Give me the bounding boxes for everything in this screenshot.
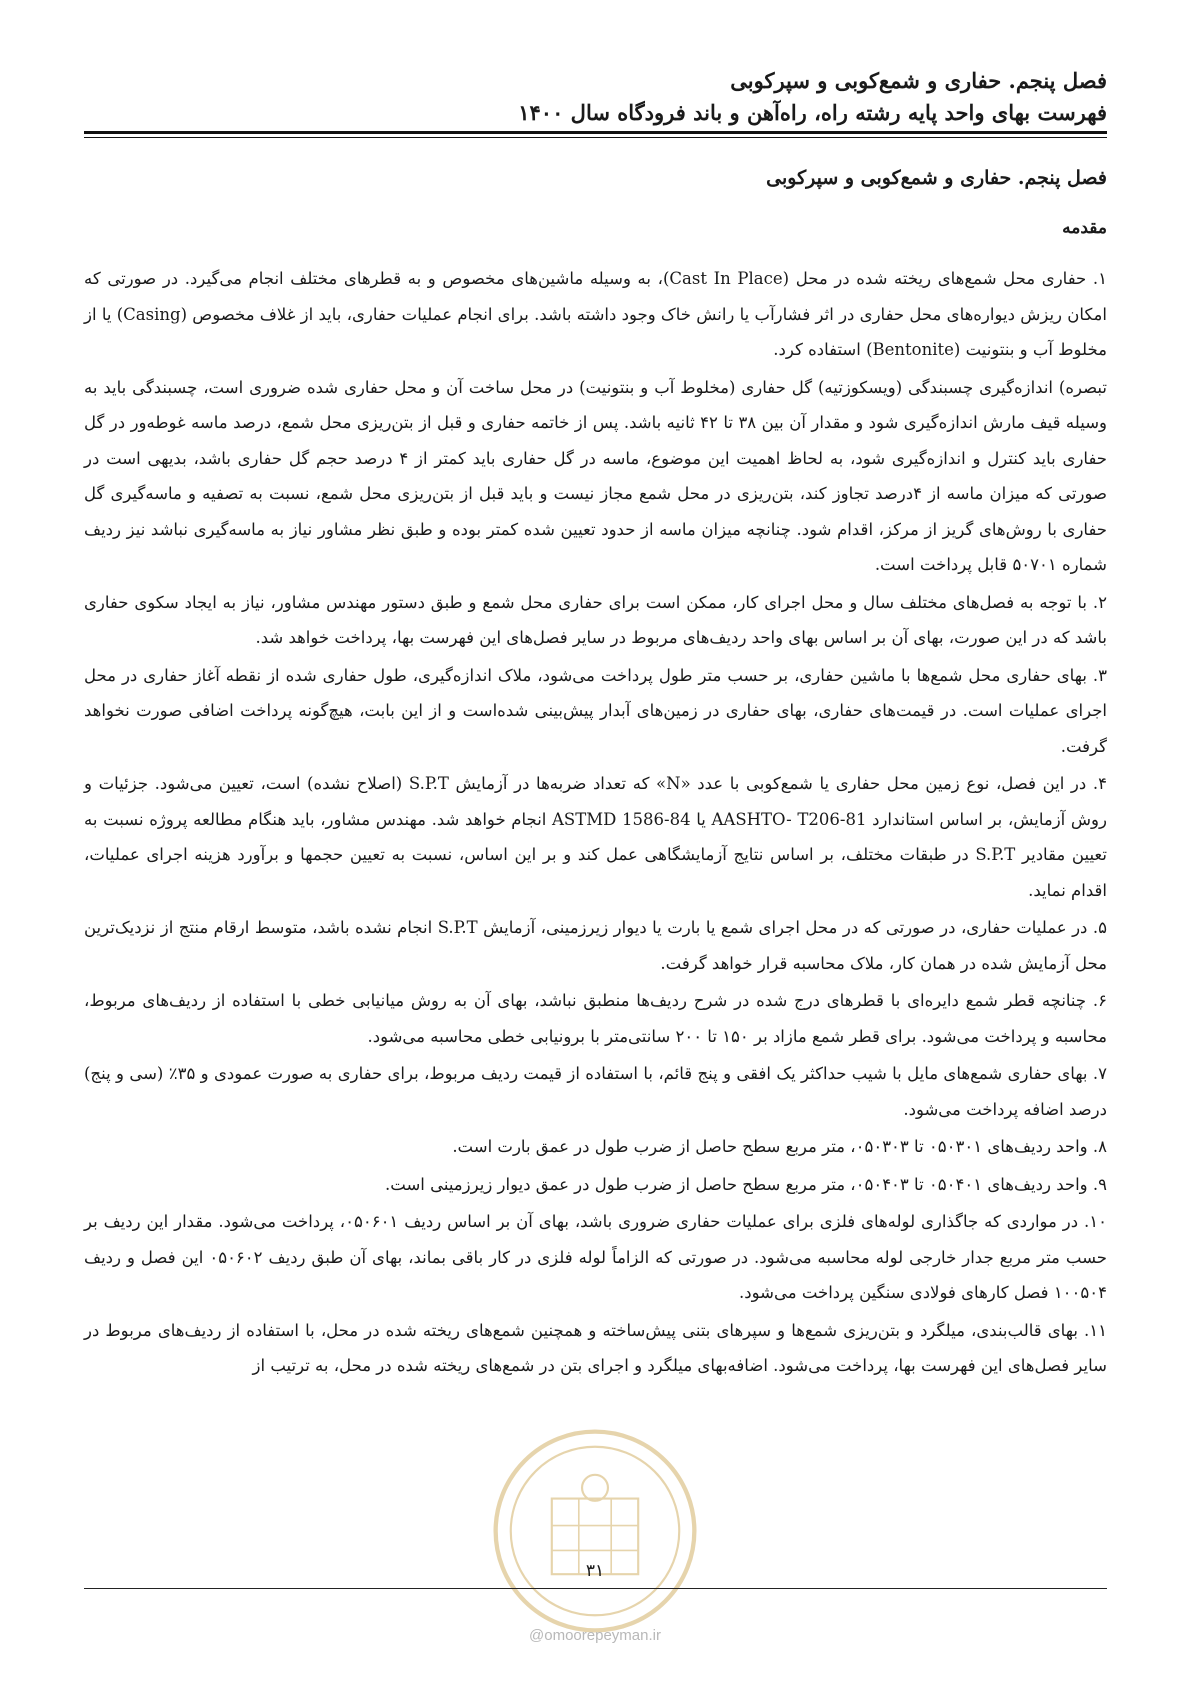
paragraph-note: تبصره) اندازه‌گیری چسبندگی (ویسکوزتیه) گل حفاری (مخلوط آب و بنتونیت) در محل ساخت آن و محل حفاری شده ضروری است، چسبندگی باید به وسیله قیف مارش اندازه‌گیری شود و مقدار آن بین ۳۸ تا ۴۲ ثانیه باشد. پس از خاتمه حفاری و قبل از بتن‌ریزی محل شمع، درصد ماسه غوطه‌ور در گل حفاری باید کنترل و اندازه‌گیری شود، به لحاظ اهمیت این موضوع، ماسه در گل حفاری باید کمتر از ۴ درصد حجم گل حفاری باشد، بدیهی است در صورتی که میزان ماسه از ۴درصد تجاوز کند، بتن‌ریزی در محل شمع مجاز نیست و باید قبل از بتن‌ریزی محل شمع، نسبت به تصفیه و ماسه‌گیری گل حفاری با روش‌های گریز از مرکز، اقدام شود. چنانچه میزان ماسه از حدود تعیین شده کمتر بوده و طبق نظر مشاور نیاز به ماسه‌گیری نباشد نیز ردیف شماره ۵۰۷۰۱ قابل پرداخت است.: [84, 377, 1107, 574]
paragraph-1: ۱. حفاری محل شمع‌های ریخته شده در محل (Cast In Place)، به وسیله ماشین‌های مخصوص و به قطرهای مختلف انجام می‌گیرد. در صورتی که امکان ریزش دیواره‌های محل حفاری در اثر فشارآب یا رانش خاک وجود داشته باشد. برای انجام عملیات حفاری، باید از غلاف مخصوص (Casing) یا از مخلوط آب و بنتونیت (Bentonite) استفاده کرد.: [84, 269, 1108, 359]
paragraph-8: ۸. واحد ردیف‌های ۰۵۰۳۰۱ تا ۰۵۰۳۰۳، متر مربع سطح حاصل از ضرب طول در عمق بارت است.: [452, 1137, 1107, 1156]
main-content: [84, 163, 1107, 1386]
paragraph-4: ۴. در این فصل، نوع زمین محل حفاری یا شمع‌کوبی با عدد «N» که تعداد ضربه‌ها در آزمایش S.P.T (اصلاح نشده) است، تعیین می‌شود. جزئیات و روش آزمایش، بر اساس استاندارد AASHTO- T206-81 یا ASTMD 1586-84 انجام خواهد شد. مهندس مشاور، باید هنگام مطالعه پروژه نسبت به تعیین مقادیر S.P.T در طبقات مختلف، بر اساس نتایج آزمایشگاهی عمل کند و بر این اساس، نسبت به تعیین حجمها و برآورد هزینه اجرای عملیات، اقدام نماید.: [84, 774, 1107, 900]
page-header: [77, 66, 1107, 128]
paragraph-7: ۷. بهای حفاری شمع‌های مایل با شیب حداکثر یک افقی و پنج قائم، با استفاده از قیمت ردیف مربوط، برای حفاری به صورت عمودی و ۳۵٪ (سی و پنج) درصد اضافه پرداخت می‌شود.: [84, 1064, 1107, 1119]
footer-rule: [84, 1588, 1107, 1589]
paragraph-11: ۱۱. بهای قالب‌بندی، میلگرد و بتن‌ریزی شمع‌ها و سپرهای بتنی پیش‌ساخته و همچنین شمع‌های ریخته شده در محل، با استفاده از ردیف‌های مربوط در سایر فصل‌های این فهرست بها، پرداخت می‌شود. اضافه‌بهای میلگرد و اجرای بتن در شمع‌های ریخته شده در محل، به ترتیب از: [84, 1320, 1107, 1375]
paragraph-10: ۱۰. در مواردی که جاگذاری لوله‌های فلزی برای عملیات حفاری ضروری باشد، بهای آن بر اساس ردیف ۰۵۰۶۰۱، پرداخت می‌شود. مقدار این ردیف بر حسب متر مربع جدار خارجی لوله محاسبه می‌شود. در صورتی که الزاماً لوله فلزی در کار باقی بماند، بهای آن طبق ردیف ۰۵۰۶۰۲ این فصل و ردیف ۱۰۰۵۰۴ فصل کارهای فولادی سنگین پرداخت می‌شود.: [84, 1212, 1107, 1302]
seal-watermark-icon: [487, 1423, 703, 1639]
header-rule-thick: [84, 131, 1107, 134]
paragraph-9: ۹. واحد ردیف‌های ۰۵۰۴۰۱ تا ۰۵۰۴۰۳، متر مربع سطح حاصل از ضرب طول در عمق دیوار زیرزمینی است.: [385, 1174, 1107, 1194]
paragraph-5: ۵. در عملیات حفاری، در صورتی که در محل اجرای شمع یا بارت یا دیوار زیرزمینی، آزمایش S.P.T انجام نشده باشد، متوسط ارقام منتج از نزدیک‌ترین محل آزمایش شده در همان کار، ملاک محاسبه قرار خواهد گرفت.: [84, 918, 1107, 973]
watermark-text: @omoorepeyman.ir: [529, 1627, 661, 1644]
chapter-title: فصل پنجم. حفاری و شمع‌کوبی و سپرکوبی: [766, 167, 1107, 189]
header-rule-thin: [84, 137, 1107, 138]
paragraph-2: ۲. با توجه به فصل‌های مختلف سال و محل اجرای کار، ممکن است برای حفاری محل شمع و طبق دستور مهندس مشاور، نیاز به ایجاد سکوی حفاری باشد که در این صورت، بهای آن بر اساس بهای واحد ردیف‌های مربوط در سایر فصل‌های این فهرست بها، پرداخت خواهد شد.: [84, 592, 1107, 647]
paragraph-6: ۶. چنانچه قطر شمع دایره‌ای با قطرهای درج شده در شرح ردیف‌ها منطبق نباشد، بهای آن به روش میانیابی خطی با استفاده از ردیف‌های مربوط، محاسبه و پرداخت می‌شود. برای قطر شمع مازاد بر ۱۵۰ تا ۲۰۰ سانتی‌متر با برونیابی خطی محاسبه می‌شود.: [84, 991, 1107, 1046]
header-chapter-title: فصل پنجم. حفاری و شمع‌کوبی و سپرکوبی: [730, 68, 1107, 93]
paragraph-3: ۳. بهای حفاری محل شمع‌ها با ماشین حفاری، بر حسب متر طول پرداخت می‌شود، ملاک اندازه‌گیری، طول حفاری شده از نقطه آغاز حفاری در محل اجرای عملیات است. در قیمت‌های حفاری، بهای حفاری در زمین‌های آبدار پیش‌بینی شده‌است و از این بابت، هیچ‌گونه پرداخت اضافی صورت نخواهد گرفت.: [84, 665, 1107, 756]
page-number: ۳۱: [585, 1561, 605, 1581]
header-document-title: فهرست بهای واحد پایه رشته راه، راه‌آهن و باند فرودگاه سال ۱۴۰۰: [518, 100, 1107, 125]
section-title: مقدمه: [1062, 218, 1107, 238]
